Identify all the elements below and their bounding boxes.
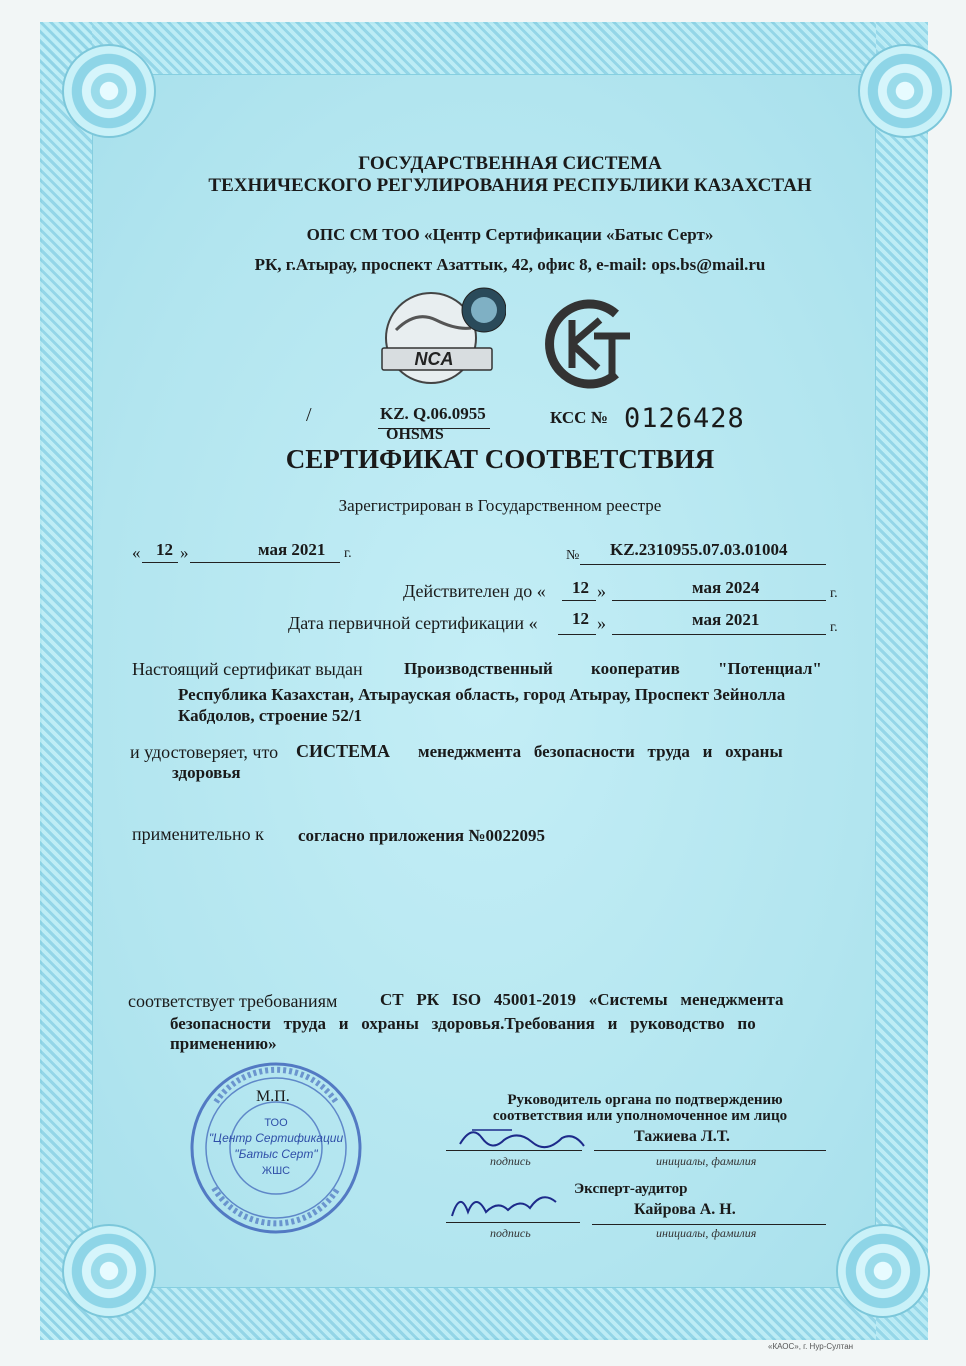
reg-date-month-line (190, 562, 340, 563)
reg-number-line (580, 564, 826, 565)
expert-podpis-caption: подпись (490, 1226, 531, 1240)
expert-initials-caption: инициалы, фамилия (656, 1226, 757, 1240)
complies-line-2: безопасности труда и охраны здоровья.Требования и руководство по (170, 1014, 756, 1033)
organization-address: РК, г.Атырау, проспект Азаттык, 42, офис 8, e-mail: ops.bs@mail.ru (254, 255, 766, 274)
issued-label: Настоящий сертификат выдан (132, 659, 363, 679)
stamp-center-3: "Батыс Серт" (234, 1147, 318, 1161)
first-cert-close: » (597, 613, 606, 633)
nca-logo-text: NCA (414, 349, 454, 369)
certifies-line-2: здоровья (172, 763, 241, 782)
kss-number: 0126428 (624, 403, 745, 434)
corner-rosette-icon (62, 44, 156, 138)
head-role-line-1: Руководитель органа по подтверждению (507, 1092, 783, 1108)
complies-line-1: СТ РК ISO 45001-2019 «Системы менеджмента (380, 990, 784, 1009)
first-cert-day-line (558, 634, 596, 635)
stamp-center-4: ЖШС (261, 1165, 291, 1177)
corner-rosette-icon (62, 1224, 156, 1318)
scribble-mark: / (306, 404, 312, 426)
complies-label: соответствует требованиям (128, 991, 338, 1011)
reg-number-value: KZ.2310955.07.03.01004 (610, 540, 788, 559)
first-cert-month-year: мая 2021 (692, 610, 760, 629)
expert-signature-line (446, 1222, 580, 1223)
header-line-1: ГОСУДАРСТВЕННАЯ СИСТЕМА (358, 153, 662, 174)
valid-until-month-line (612, 600, 826, 601)
reg-date-day: 12 (156, 540, 173, 559)
valid-until-day-line (562, 600, 596, 601)
issued-line-2: Республика Казахстан, Атырауская область, город Атырау, Проспект Зейнолла (178, 685, 786, 704)
expert-name: Кайрова А. Н. (634, 1201, 736, 1218)
printer-note: «КАОС», г. Нур-Султан (768, 1342, 854, 1351)
stamp-place-label: М.П. (256, 1088, 290, 1105)
valid-until-close: » (597, 581, 606, 601)
nca-globe-logo-icon (376, 270, 506, 400)
head-name: Тажиева Л.Т. (634, 1128, 730, 1145)
first-cert-g: г. (830, 620, 838, 635)
issued-line-1: Производственный кооператив "Потенциал" (404, 659, 822, 678)
valid-until-label: Действителен до « (403, 581, 546, 601)
reg-date-open-quote: « (132, 543, 141, 562)
stamp-center-2: "Центр Сертификации (208, 1131, 344, 1145)
registered-note: Зарегистрирован в Государственном реестре (338, 496, 662, 515)
complies-line-3: применению» (170, 1034, 277, 1053)
reg-date-g: г. (344, 546, 352, 561)
reg-number-label: № (566, 548, 580, 563)
applicable-label: применительно к (132, 824, 264, 844)
certifies-line-1: менеджмента безопасности труда и охраны (418, 742, 783, 761)
certifies-word: СИСТЕМА (296, 741, 390, 761)
first-cert-day: 12 (572, 609, 589, 628)
corner-rosette-icon (836, 1224, 930, 1318)
issuing-organization: ОПС СМ ТОО «Центр Сертификации «Батыс Серт» (306, 225, 714, 244)
round-stamp-icon (186, 1058, 366, 1238)
issued-line-3: Кабдолов, строение 52/1 (178, 706, 363, 725)
expert-role: Эксперт-аудитор (574, 1181, 688, 1197)
ornamental-border-bottom (40, 1288, 928, 1340)
valid-until-g: г. (830, 586, 838, 601)
valid-until-month-year: мая 2024 (692, 578, 760, 597)
expert-signature-icon (446, 1182, 566, 1226)
reg-date-day-line (142, 562, 178, 563)
certificate-title: СЕРТИФИКАТ СООТВЕТСТВИЯ (285, 444, 715, 474)
ornamental-border-right (876, 22, 928, 1340)
head-name-line (594, 1150, 826, 1151)
head-signature-icon (452, 1118, 592, 1158)
head-role-line-2: соответствия или уполномоченное им лицо (492, 1108, 788, 1124)
reg-date-close-quote: » (180, 543, 189, 562)
first-cert-month-line (612, 634, 826, 635)
certifies-label: и удостоверяет, что (130, 742, 279, 762)
ornamental-border-left (40, 22, 92, 1340)
kss-label: КСС № (550, 408, 608, 427)
head-signature-line (446, 1150, 582, 1151)
stamp-center-1: ТОО (264, 1117, 288, 1129)
kt-conformity-mark-icon (538, 296, 638, 392)
applicable-value: согласно приложения №0022095 (298, 826, 545, 845)
head-initials-caption: инициалы, фамилия (656, 1154, 757, 1168)
head-podpis-caption: подпись (490, 1154, 531, 1168)
reg-date-month-year: мая 2021 (258, 540, 326, 559)
first-cert-label: Дата первичной сертификации « (288, 613, 538, 633)
ornamental-border-top (40, 22, 928, 74)
header-line-2: ТЕХНИЧЕСКОГО РЕГУЛИРОВАНИЯ РЕСПУБЛИКИ КАЗАХСТАН (208, 175, 812, 196)
corner-rosette-icon (858, 44, 952, 138)
scheme-code: OHSMS (386, 426, 444, 443)
valid-until-day: 12 (572, 578, 589, 597)
expert-name-line (592, 1224, 826, 1225)
accreditation-code: KZ. Q.06.0955 (380, 404, 486, 423)
